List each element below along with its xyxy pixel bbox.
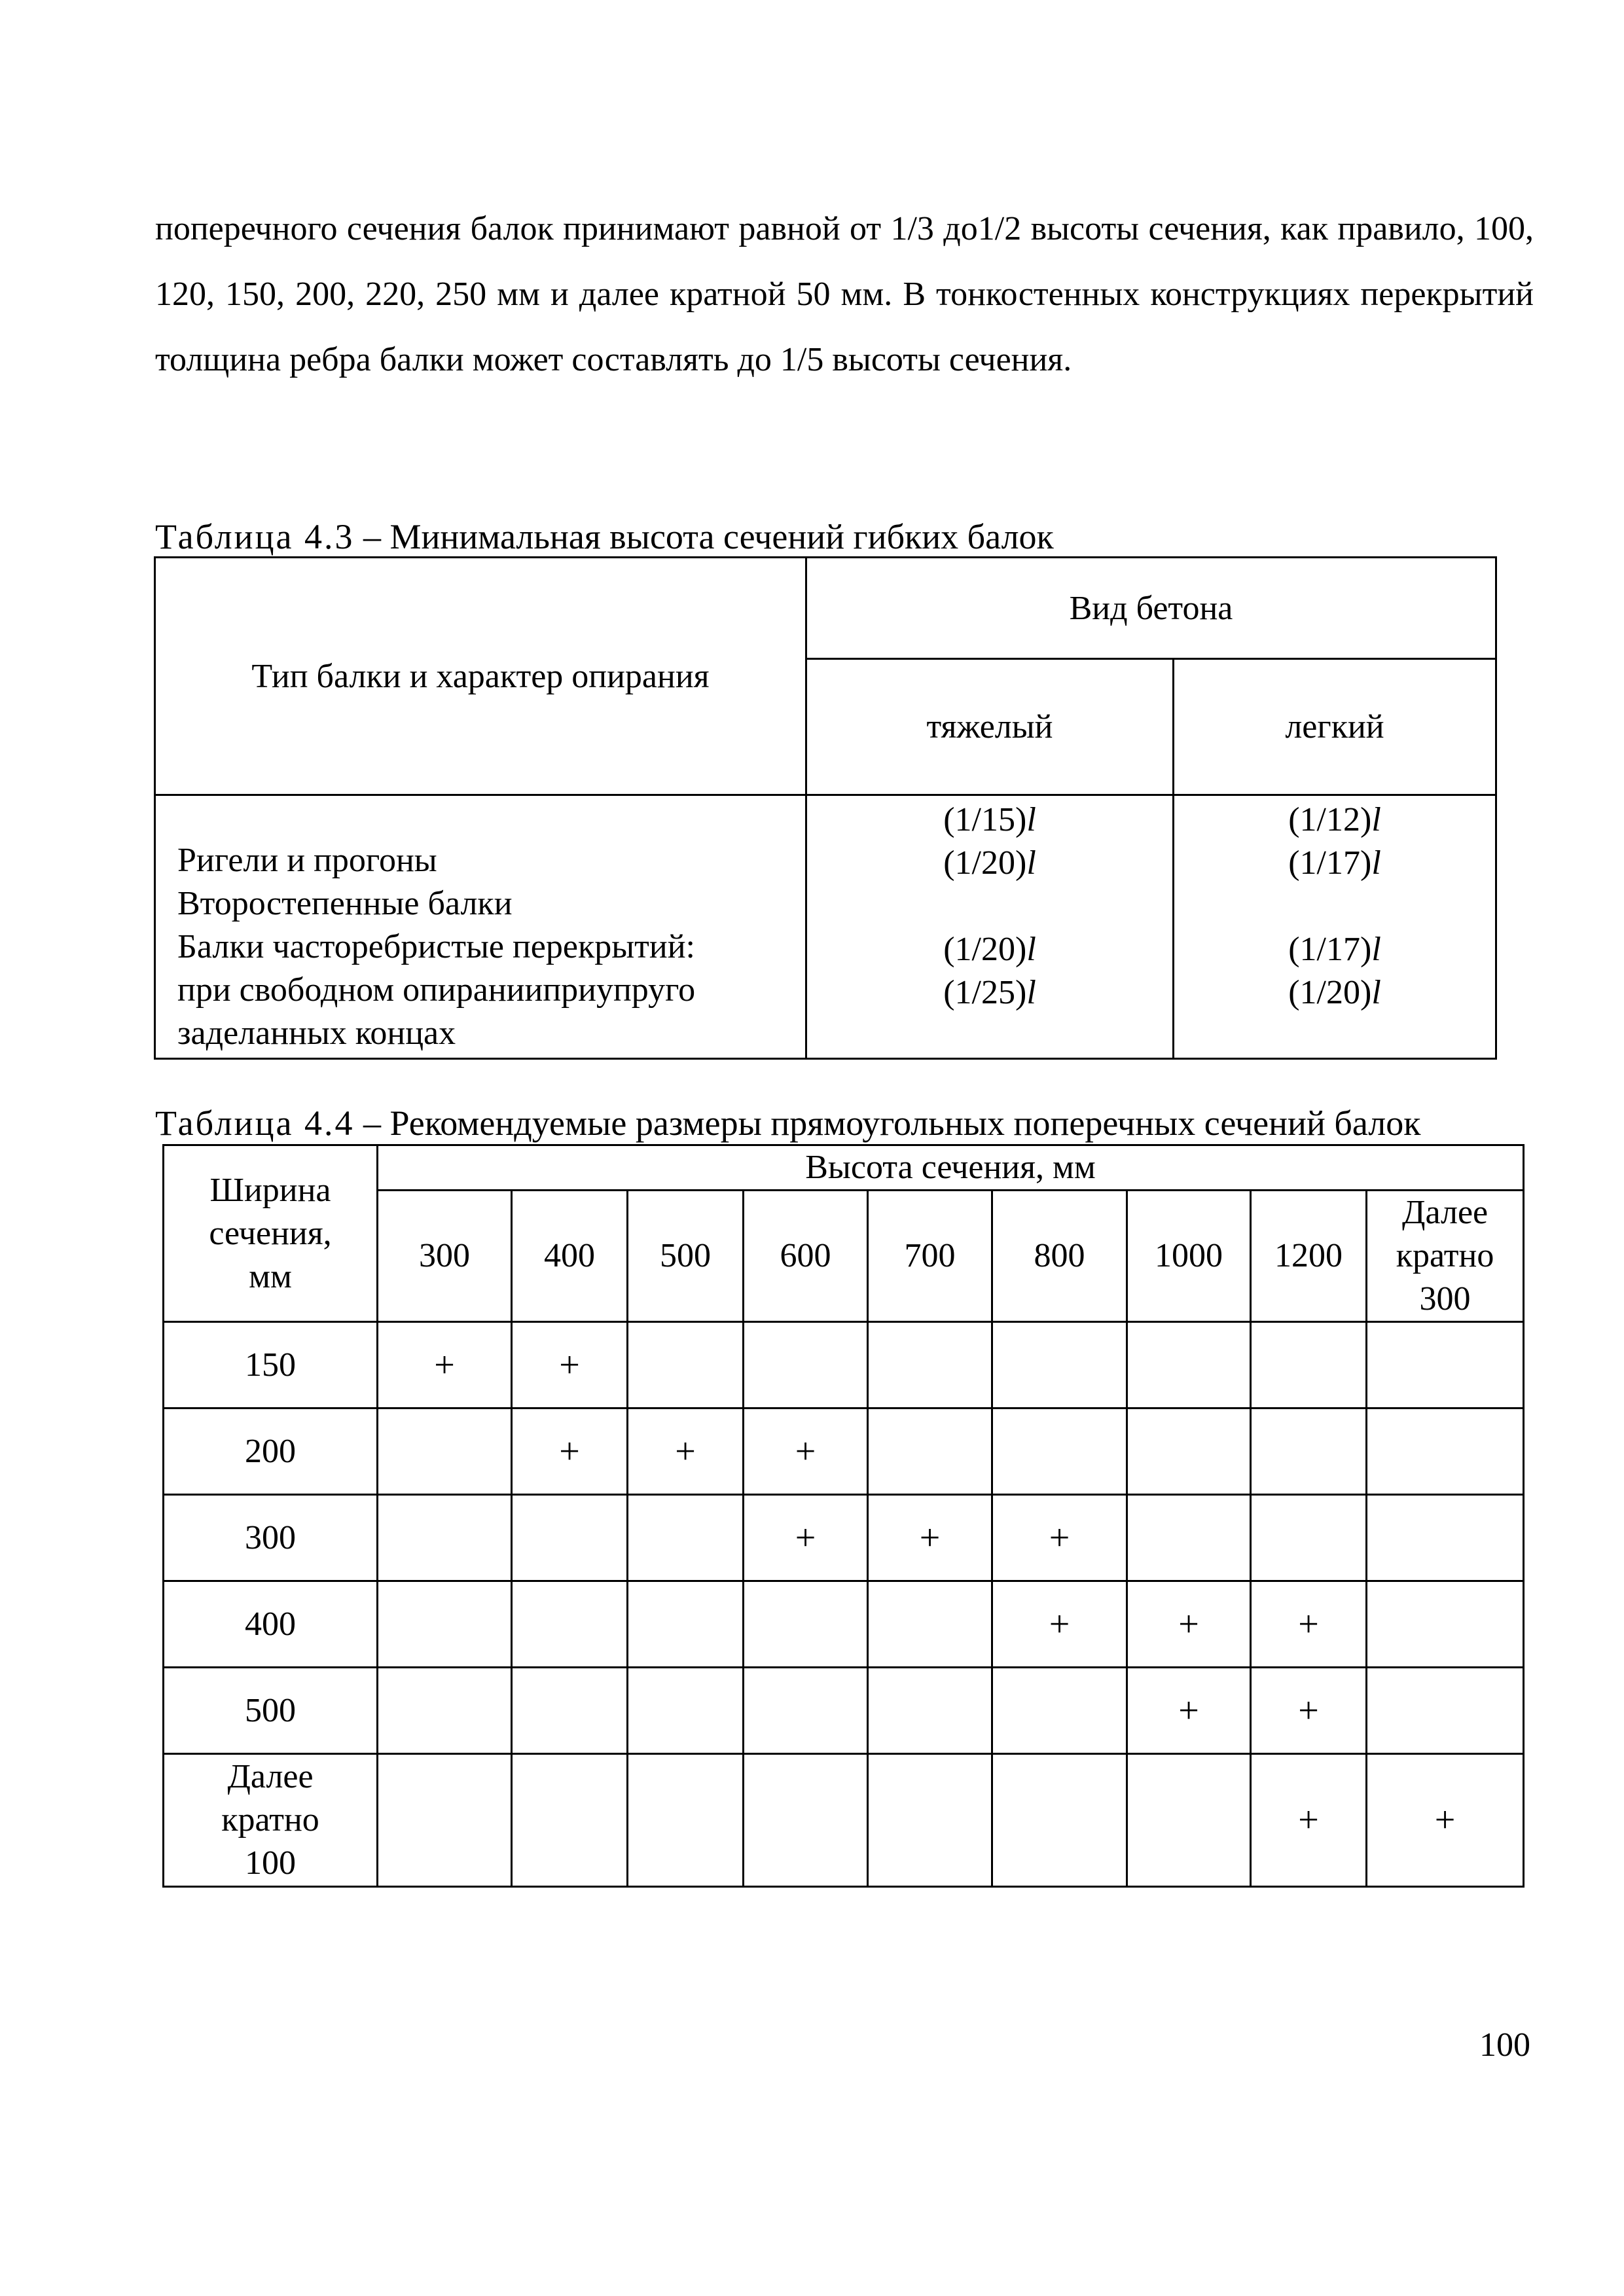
plus-mark-cell: + — [992, 1495, 1127, 1581]
plus-mark-cell: + — [378, 1322, 512, 1408]
table-4-3-label: Таблица 4.3 — [155, 517, 355, 556]
ratio-value: (1/15)l — [943, 801, 1036, 838]
height-col-header: 800 — [992, 1191, 1127, 1322]
ratio-value: (1/17)l — [1288, 844, 1381, 882]
ratio-value: (1/25)l — [943, 974, 1036, 1011]
table-row — [164, 1495, 1524, 1581]
header-light: легкий — [1174, 659, 1496, 795]
table-4-3-caption — [155, 517, 1054, 556]
plus-mark-cell: + — [512, 1322, 628, 1408]
beam-type-line: Балки часторебристые перекрытий: — [177, 928, 695, 965]
body-paragraph: поперечного сечения балок принимают равной от 1/3 до1/2 высоты сечения, как правило, 100, 120, 150, 200, 220, 250 мм и далее кратной 50 мм. В тонкостенных конструкциях перекрытий толщина ребра балки может составлять до 1/5 высоты сечения. — [155, 210, 1534, 378]
table-row — [164, 1754, 1524, 1887]
empty-cell — [1127, 1322, 1251, 1408]
table-4-4 — [162, 1144, 1525, 1888]
plus-mark-cell: + — [628, 1408, 744, 1495]
plus-mark-cell: + — [744, 1408, 868, 1495]
header-beam-type: Тип балки и характер опирания — [155, 558, 806, 795]
beam-type-line: заделанных концах — [177, 1014, 456, 1052]
width-cell: 300 — [164, 1495, 378, 1581]
empty-cell — [744, 1754, 868, 1887]
empty-cell — [1127, 1408, 1251, 1495]
table-4-4-caption — [155, 1103, 1420, 1143]
width-cell: 150 — [164, 1322, 378, 1408]
empty-cell — [744, 1581, 868, 1668]
empty-cell — [628, 1581, 744, 1668]
height-col-header: 500 — [628, 1191, 744, 1322]
table-4-3-title: – Минимальная высота сечений гибких балок — [354, 517, 1054, 556]
width-cell-further: Далее кратно 100 — [164, 1754, 378, 1887]
empty-cell — [868, 1322, 992, 1408]
empty-cell — [378, 1495, 512, 1581]
heavy-values-cell — [806, 795, 1174, 1059]
height-col-header-further: Далее кратно 300 — [1367, 1191, 1524, 1322]
empty-cell — [1367, 1495, 1524, 1581]
empty-cell — [1367, 1581, 1524, 1668]
empty-cell — [1251, 1495, 1367, 1581]
empty-cell — [868, 1408, 992, 1495]
table-row — [164, 1322, 1524, 1408]
empty-cell — [868, 1581, 992, 1668]
ratio-value: (1/20)l — [1288, 974, 1381, 1011]
ratio-value: (1/20)l — [943, 931, 1036, 968]
beam-type-line: при свободном опиранииприупруго — [177, 971, 696, 1009]
light-values-cell — [1174, 795, 1496, 1059]
beam-type-line: Ригели и прогоны — [177, 842, 437, 879]
empty-cell — [512, 1668, 628, 1754]
ratio-value: (1/17)l — [1288, 931, 1381, 968]
plus-mark-cell: + — [868, 1495, 992, 1581]
beam-types-cell — [155, 795, 806, 1059]
table-row — [164, 1668, 1524, 1754]
plus-mark-cell: + — [992, 1581, 1127, 1668]
page-number: 100 — [1479, 2026, 1530, 2064]
empty-cell — [378, 1754, 512, 1887]
empty-cell — [1251, 1322, 1367, 1408]
empty-cell — [1127, 1495, 1251, 1581]
empty-cell — [868, 1754, 992, 1887]
header-width: Ширина сечения, мм — [164, 1145, 378, 1322]
empty-cell — [744, 1668, 868, 1754]
width-cell: 200 — [164, 1408, 378, 1495]
empty-cell — [868, 1668, 992, 1754]
header-height: Высота сечения, мм — [378, 1145, 1524, 1191]
header-concrete-type: Вид бетона — [806, 558, 1496, 659]
table-row — [164, 1581, 1524, 1668]
height-col-header: 600 — [744, 1191, 868, 1322]
width-cell: 500 — [164, 1668, 378, 1754]
empty-cell — [1367, 1322, 1524, 1408]
empty-cell — [992, 1754, 1127, 1887]
empty-cell — [378, 1408, 512, 1495]
empty-cell — [628, 1754, 744, 1887]
height-col-header: 1000 — [1127, 1191, 1251, 1322]
empty-cell — [378, 1581, 512, 1668]
plus-mark-cell: + — [1251, 1754, 1367, 1887]
height-col-header: 700 — [868, 1191, 992, 1322]
empty-cell — [512, 1581, 628, 1668]
ratio-value: (1/12)l — [1288, 801, 1381, 838]
empty-cell — [1127, 1754, 1251, 1887]
ratio-value: (1/20)l — [943, 844, 1036, 882]
plus-mark-cell: + — [744, 1495, 868, 1581]
plus-mark-cell: + — [1251, 1581, 1367, 1668]
empty-cell — [512, 1754, 628, 1887]
empty-cell — [1367, 1668, 1524, 1754]
height-col-header: 400 — [512, 1191, 628, 1322]
empty-cell — [628, 1495, 744, 1581]
plus-mark-cell: + — [512, 1408, 628, 1495]
height-col-header: 1200 — [1251, 1191, 1367, 1322]
height-col-header: 300 — [378, 1191, 512, 1322]
empty-cell — [992, 1668, 1127, 1754]
empty-cell — [1367, 1408, 1524, 1495]
table-4-4-title: – Рекомендуемые размеры прямоугольных поперечных сечений балок — [354, 1103, 1421, 1143]
empty-cell — [628, 1322, 744, 1408]
empty-cell — [512, 1495, 628, 1581]
plus-mark-cell: + — [1251, 1668, 1367, 1754]
header-heavy: тяжелый — [806, 659, 1174, 795]
empty-cell — [628, 1668, 744, 1754]
plus-mark-cell: + — [1367, 1754, 1524, 1887]
plus-mark-cell: + — [1127, 1668, 1251, 1754]
empty-cell — [1251, 1408, 1367, 1495]
beam-type-line: Второстепенные балки — [177, 885, 513, 922]
empty-cell — [992, 1322, 1127, 1408]
empty-cell — [378, 1668, 512, 1754]
table-4-3 — [154, 556, 1497, 1060]
empty-cell — [744, 1322, 868, 1408]
width-cell: 400 — [164, 1581, 378, 1668]
table-row — [164, 1408, 1524, 1495]
table-4-4-label: Таблица 4.4 — [155, 1103, 355, 1143]
plus-mark-cell: + — [1127, 1581, 1251, 1668]
empty-cell — [992, 1408, 1127, 1495]
